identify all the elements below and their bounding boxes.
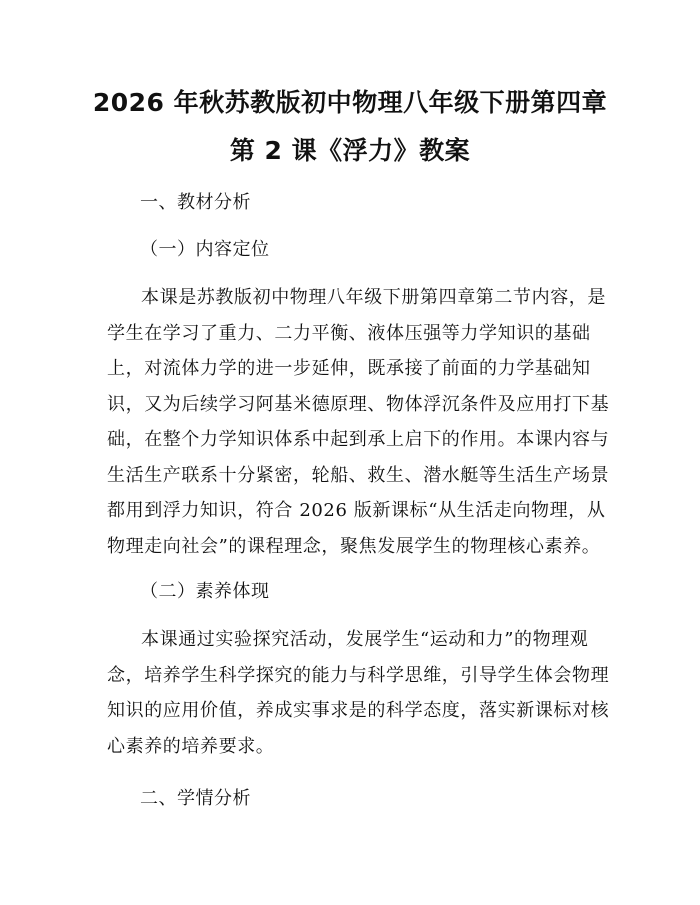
paragraph-line: 心素养的培养要求。 [107,735,275,757]
section-heading-teaching-material-analysis: 一、教材分析 [140,192,251,213]
document-title-line-1: 2026 年秋苏教版初中物理八年级下册第四章 [92,88,608,117]
document-title-line-2: 第 2 课《浮力》教案 [229,136,471,165]
paragraph-line: 物理走向社会”的课程理念，聚焦发展学生的物理核心素养。 [107,535,601,557]
paragraph-line: 本课通过实验探究活动，发展学生“运动和力”的物理观 [141,629,589,650]
paragraph-line: 念，培养学生科学探究的能力与科学思维，引导学生体会物理 [107,664,610,686]
paragraph-line: 上，对流体力学的进一步延伸，既承接了前面的力学基础知 [107,358,591,379]
paragraph-line: 础，在整个力学知识体系中起到承上启下的作用。本课内容与 [107,429,610,450]
section-heading-learning-situation-analysis: 二、学情分析 [140,788,251,809]
paragraph-line: 知识的应用价值，养成实事求是的科学态度，落实新课标对核 [107,700,610,721]
paragraph-line: 本课是苏教版初中物理八年级下册第四章第二节内容，是 [141,287,606,308]
paragraph-line: 识，又为后续学习阿基米德原理、物体浮沉条件及应用打下基 [107,393,610,415]
paragraph-line: 都用到浮力知识，符合 2026 版新课标“从生活走向物理，从 [107,500,606,521]
paragraph-line: 学生在学习了重力、二力平衡、液体压强等力学知识的基础 [107,322,591,344]
paragraph-literacy-embodiment [107,622,610,764]
paragraph-content-positioning [107,280,610,564]
subsection-heading-literacy-embodiment: （二）素养体现 [140,581,270,602]
subsection-heading-content-positioning: （一）内容定位 [140,239,270,260]
paragraph-line: 生活生产联系十分紧密，轮船、救生、潜水艇等生活生产场景 [107,464,610,486]
